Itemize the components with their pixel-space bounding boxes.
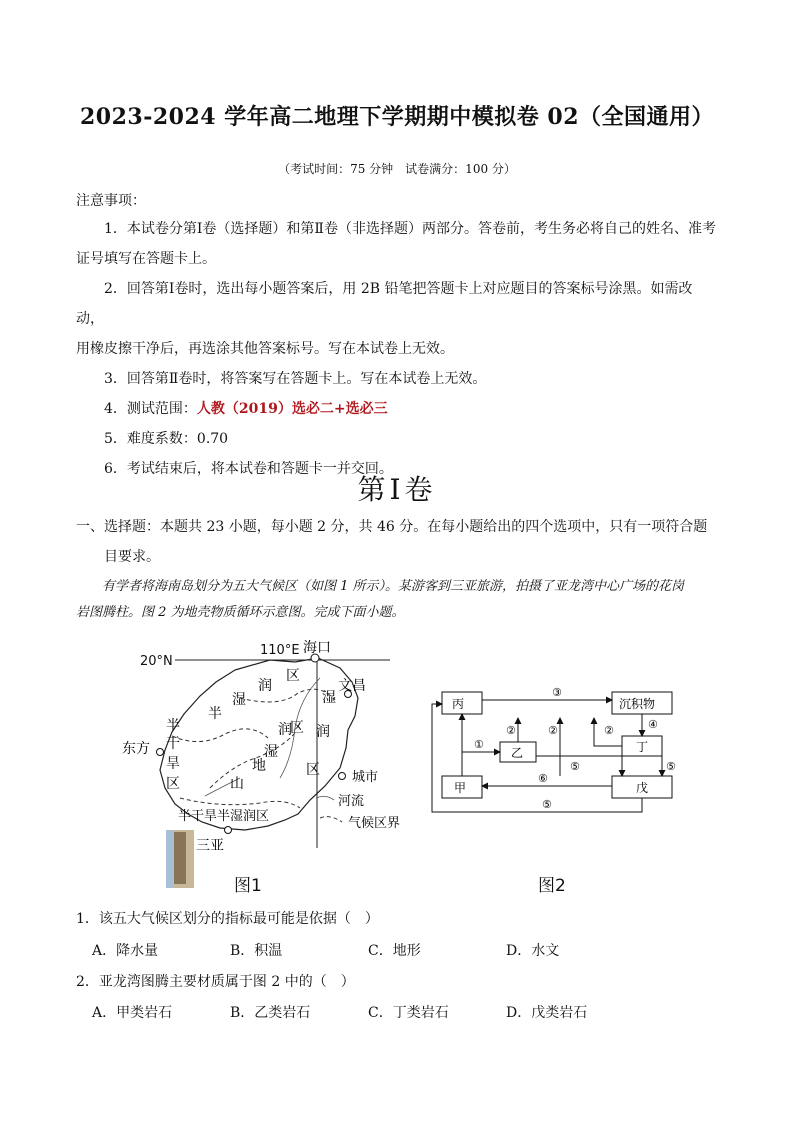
box-ding	[622, 736, 662, 756]
box-jia	[442, 776, 482, 798]
section-title: 第Ⅰ卷	[357, 473, 437, 506]
question-2-option-a: A．甲类岩石	[92, 1005, 173, 1021]
arrow-2c-label: ②	[604, 724, 614, 737]
box-bing-label: 丙	[452, 697, 465, 711]
figure-1-map	[120, 638, 420, 894]
arrow-2b-label: ②	[548, 724, 558, 737]
notice-title: 注意事项：	[76, 193, 146, 209]
notice-2-cont: 用橡皮擦干净后，再选涂其他答案标号。写在本试卷上无效。	[76, 341, 454, 357]
box-sediment	[612, 692, 672, 714]
zone-char: 湿	[232, 692, 246, 708]
zone-bottom-label: 半干旱半湿润区	[178, 809, 270, 824]
climate-boundary-4	[180, 798, 300, 808]
legend-boundary: 气候区界	[348, 816, 401, 831]
question-2-option-d: D．戊类岩石	[506, 1005, 588, 1021]
notice-3: 3．回答第Ⅱ卷时，将答案写在答题卡上。写在本试卷上无效。	[104, 371, 487, 387]
zone-char: 旱	[166, 756, 180, 772]
totem-photo-sky	[166, 830, 174, 888]
city-wenchang: 文昌	[338, 678, 366, 694]
climate-boundary-1	[240, 689, 335, 702]
zone-char: 区	[286, 668, 300, 684]
zone-char: 湿	[322, 690, 336, 706]
question-2-stem: 2．亚龙湾图腾主要材质属于图 2 中的（ ）	[76, 974, 355, 990]
longitude-label: 110°E	[260, 643, 300, 658]
legend-city: 城市	[352, 770, 379, 785]
question-1-options	[92, 940, 712, 960]
question-2-option-b: B．乙类岩石	[230, 1005, 311, 1021]
city-haikou: 海口	[303, 640, 331, 656]
arrow-5a-label: ⑤	[570, 760, 580, 773]
latitude-label: 20°N	[140, 654, 173, 669]
question-1-option-a: A．降水量	[92, 943, 159, 959]
question-1-option-c: C．地形	[368, 943, 421, 959]
material-text	[76, 574, 720, 626]
box-jia-label: 甲	[454, 781, 467, 795]
arrow-1-label: ①	[474, 738, 484, 751]
arrow-5b-label: ⑤	[666, 760, 676, 773]
arrow-2a-label: ②	[506, 724, 516, 737]
legend-river-icon	[316, 796, 334, 800]
zone-char: 半	[166, 718, 180, 734]
zone-char: 湿	[264, 744, 278, 760]
city-sanya-dot	[225, 827, 232, 834]
box-yi	[500, 742, 536, 762]
zone-char: 山	[230, 776, 244, 792]
material-line2: 岩图腾柱。图 2 为地壳物质循环示意图。完成下面小题。	[76, 605, 405, 620]
question-1-stem: 1．该五大气候区划分的指标最可能是依据（ ）	[76, 911, 379, 927]
question-2-option-c: C．丁类岩石	[368, 1005, 449, 1021]
zone-char: 干	[166, 736, 180, 752]
figure-2-caption: 图2	[538, 876, 566, 896]
box-yi-label: 乙	[511, 746, 524, 760]
material-line1: 有学者将海南岛划分为五大气候区（如图 1 所示）。某游客到三亚旅游，拍摄了亚龙湾中心广场的花岗	[102, 579, 685, 594]
question-section-heading	[76, 512, 720, 572]
question-1-option-d: D．水文	[506, 943, 560, 959]
arrow-3-label: ③	[552, 686, 562, 699]
zone-char: 半	[208, 706, 222, 722]
zone-char: 润	[258, 678, 272, 694]
question-1-option-b: B．积温	[230, 943, 283, 959]
notice-4-prefix: 4．测试范围：	[104, 401, 197, 417]
figure-1-caption: 图1	[234, 876, 262, 896]
notice-list	[76, 214, 720, 484]
legend-river: 河流	[338, 794, 365, 809]
box-ding-label: 丁	[636, 740, 649, 754]
question-heading-line2: 目要求。	[104, 549, 160, 565]
legend-city-icon	[339, 773, 346, 780]
zone-char: 区	[290, 720, 304, 736]
zone-char: 区	[166, 776, 180, 792]
city-dongfang-dot	[157, 749, 164, 756]
zone-char: 地	[252, 758, 266, 774]
totem-photo-column	[174, 832, 186, 884]
notice-1-cont: 证号填写在答题卡上。	[76, 251, 216, 267]
question-2-options	[92, 1002, 712, 1022]
exam-title: 2023-2024 学年高二地理下学期期中模拟卷 02（全国通用）	[79, 104, 715, 130]
city-dongfang: 东方	[122, 741, 150, 757]
box-wu-label: 戊	[636, 781, 649, 795]
notice-6: 6．考试结束后，将本试卷和答题卡一并交回。	[104, 461, 393, 477]
question-heading-line1: 一、选择题：本题共 23 小题，每小题 2 分，共 46 分。在每小题给出的四个选项中，只有一项符合题	[76, 519, 708, 535]
notice-5: 5．难度系数：0.70	[104, 431, 229, 447]
notice-4	[76, 394, 720, 424]
city-sanya: 三亚	[196, 838, 224, 854]
zone-char: 润	[316, 724, 330, 740]
figure-2-rock-cycle	[426, 680, 696, 826]
arrow-4-label: ④	[648, 718, 658, 731]
legend-boundary-icon	[320, 817, 342, 822]
box-bing	[442, 692, 482, 714]
arrow-5c-label: ⑤	[542, 798, 552, 811]
climate-boundary-2	[172, 729, 268, 742]
test-range: 人教（2019）选必二+选必三	[196, 401, 388, 417]
zone-char: 区	[306, 762, 320, 778]
zone-char: 润	[278, 722, 292, 738]
notice-2: 2．回答第Ⅰ卷时，选出每小题答案后，用 2B 铅笔把答题卡上对应题目的答案标号涂黑。如需改动，	[76, 281, 693, 327]
notice-1: 1．本试卷分第Ⅰ卷（选择题）和第Ⅱ卷（非选择题）两部分。答卷前，考生务必将自己的姓名、准考	[104, 221, 716, 237]
arrow-6-label: ⑥	[538, 772, 548, 785]
exam-subtitle: （考试时间：75 分钟 试卷满分：100 分）	[278, 162, 516, 176]
box-wu	[612, 776, 672, 798]
box-sediment-label: 沉积物	[619, 697, 656, 711]
